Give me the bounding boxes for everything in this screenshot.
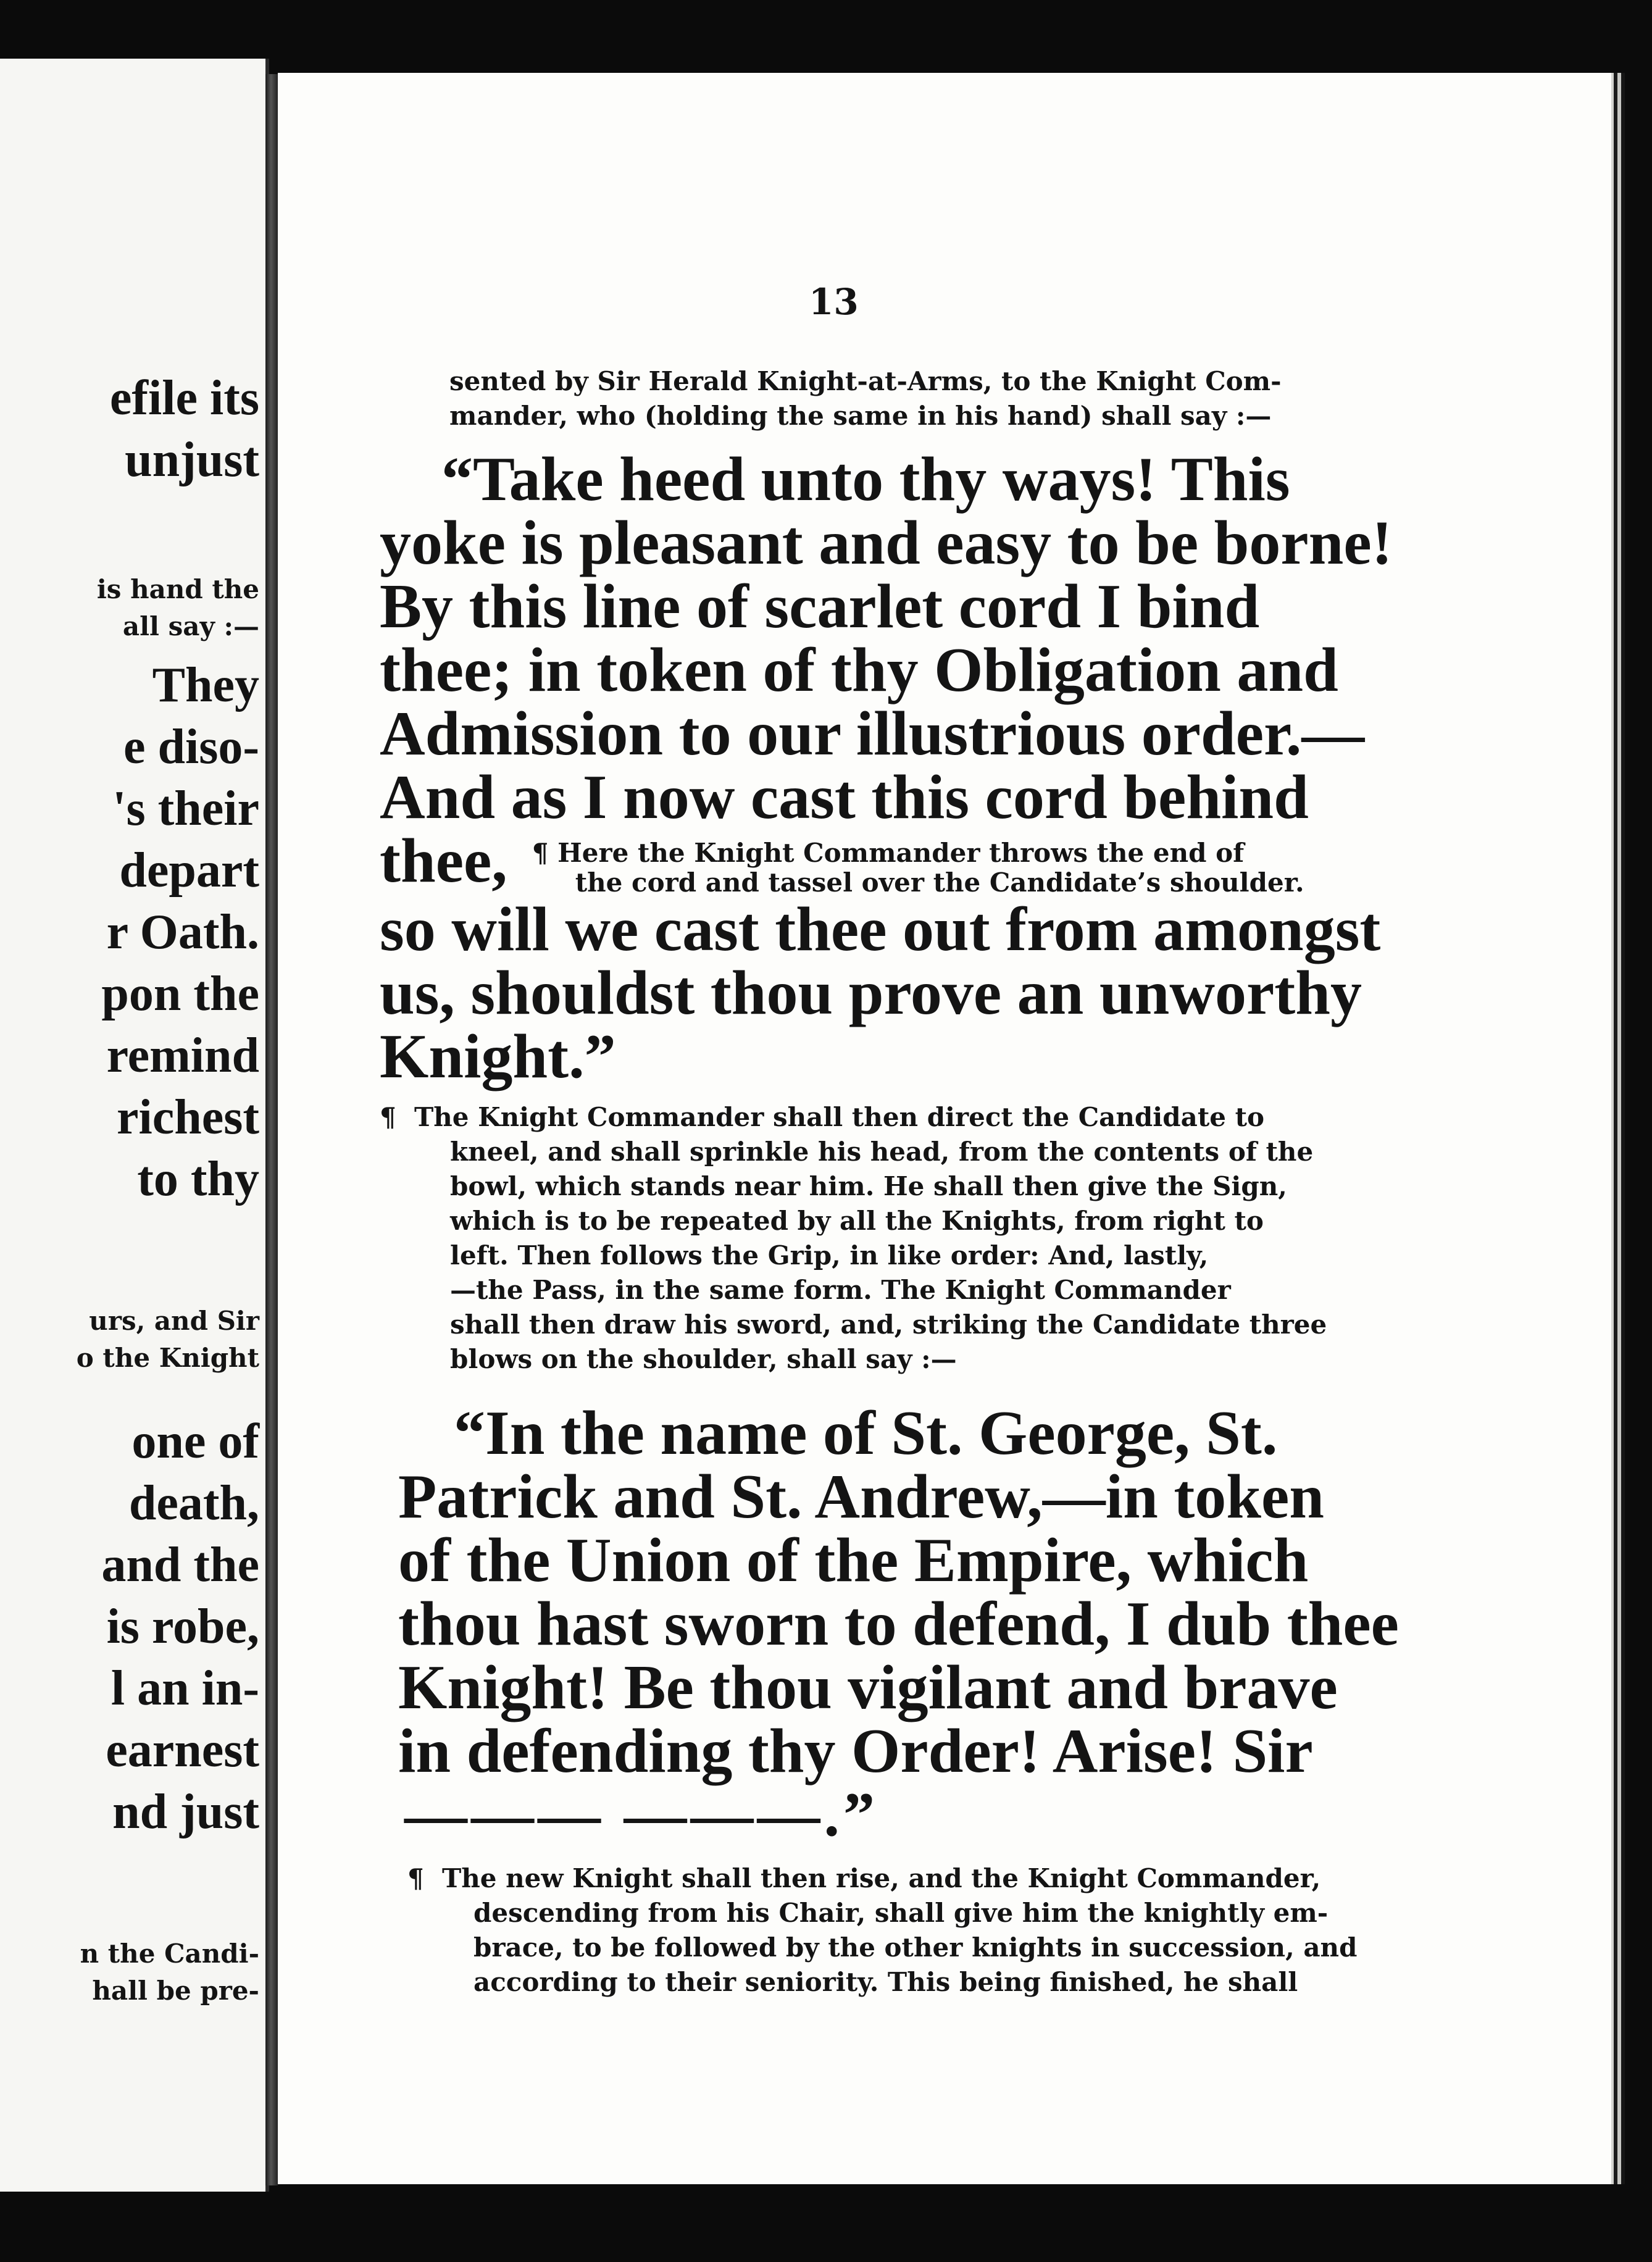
speech-line: Admission to our illustrious order.—: [380, 699, 1365, 769]
left-page-line: unjust: [125, 433, 259, 487]
page-number: 13: [809, 281, 859, 323]
speech-line: By this line of scarlet cord I bind: [380, 572, 1260, 641]
knight-speech-one: [380, 444, 1393, 1091]
left-page-line: e diso-: [123, 720, 259, 774]
left-page-line: pon the: [101, 967, 259, 1021]
left-page: [0, 59, 269, 2192]
rubric-line: descending from his Chair, shall give him the knightly em-: [473, 1898, 1329, 1928]
rubric-line: the cord and tassel over the Candidate’s shoulder.: [575, 867, 1304, 898]
pilcrow-mark: ¶: [407, 1863, 424, 1893]
left-page-line: efile its: [109, 371, 259, 425]
left-page-line: l an in-: [111, 1661, 259, 1716]
rubric-line: [380, 1100, 1318, 1135]
intro-line: mander, who (holding the same in his hand) shall say :—: [449, 401, 1272, 431]
left-page-line: n the Candi-: [80, 1939, 259, 1969]
left-page-line: remind: [106, 1029, 259, 1083]
rubric-line: kneel, and shall sprinkle his head, from the contents of the: [450, 1137, 1314, 1167]
intro-line: sented by Sir Herald Knight-at-Arms, to the Knight Com-: [449, 366, 1282, 396]
rubric-line: brace, to be followed by the other knights in succession, and: [473, 1932, 1358, 1963]
left-page-line: one of: [131, 1414, 259, 1469]
speech-line: “Take heed unto thy ways! This: [441, 444, 1290, 514]
rubric-paragraph: [380, 1861, 1358, 2000]
speech-line: in defending thy Order! Arise! Sir: [398, 1716, 1313, 1786]
left-page-line: all say :—: [122, 611, 259, 641]
left-page-line: death,: [128, 1476, 259, 1530]
left-page-line: to thy: [137, 1152, 259, 1206]
rubric-line: shall then draw his sword, and, striking the Candidate three: [450, 1309, 1327, 1340]
pilcrow-mark: ¶: [532, 838, 549, 868]
inline-rubric: [532, 838, 1304, 898]
rubric-text: The new Knight shall then rise, and the Knight Commander,: [441, 1863, 1321, 1893]
rubric-line: which is to be repeated by all the Knights, from right to: [450, 1206, 1264, 1236]
speech-line: so will we cast thee out from amongst: [380, 895, 1381, 964]
speech-line: of the Union of the Empire, which: [398, 1525, 1309, 1595]
left-page-line: 's their: [112, 782, 259, 836]
speech-word: thee,: [380, 826, 507, 896]
left-page-line: richest: [116, 1090, 259, 1145]
rubric-line: according to their seniority. This being finished, he shall: [473, 1967, 1298, 1997]
speech-line-with-rubric: [380, 826, 1318, 898]
speech-line: Knight.”: [380, 1022, 616, 1091]
intro-paragraph: [380, 364, 1318, 433]
pilcrow-mark: ¶: [380, 1102, 396, 1132]
speech-line: “In the name of St. George, St.: [454, 1398, 1278, 1468]
speech-closing-dashes: ——— ———.”: [404, 1780, 878, 1850]
left-page-line: depart: [119, 843, 259, 898]
left-page-line: r Oath.: [106, 905, 259, 959]
book-gutter: [265, 74, 278, 2185]
rubric-line: left. Then follows the Grip, in like order: And, lastly,: [450, 1240, 1209, 1271]
rubric-text: The Knight Commander shall then direct the Candidate to: [414, 1102, 1264, 1132]
speech-line: And as I now cast this cord behind: [380, 762, 1309, 832]
rubric-line: —the Pass, in the same form. The Knight Commander: [450, 1275, 1231, 1305]
left-page-line: earnest: [106, 1723, 259, 1777]
speech-line: Patrick and St. Andrew,—in token: [398, 1462, 1325, 1532]
knight-speech-two: [380, 1398, 1399, 1850]
rubric-line: bowl, which stands near him. He shall then give the Sign,: [450, 1171, 1287, 1201]
speech-line: Knight! Be thou vigilant and brave: [398, 1653, 1338, 1722]
left-page-line: is hand the: [96, 574, 259, 604]
left-page-line: is robe,: [106, 1600, 259, 1654]
left-page-line: o the Knight: [76, 1343, 259, 1373]
speech-line: thou hast sworn to defend, I dub thee: [398, 1589, 1399, 1659]
speech-line: yoke is pleasant and easy to be borne!: [380, 508, 1393, 578]
left-page-line: nd just: [112, 1785, 259, 1839]
left-page-line: hall be pre-: [92, 1976, 259, 2006]
left-page-line: urs, and Sir: [89, 1306, 259, 1336]
rubric-line: blows on the shoulder, shall say :—: [450, 1344, 957, 1374]
rubric-line: [380, 1861, 1321, 1896]
rubric-line: Here the Knight Commander throws the end of: [557, 838, 1245, 868]
speech-line: thee; in token of thy Obligation and: [380, 635, 1338, 705]
rubric-paragraph: [380, 1100, 1327, 1377]
speech-line: us, shouldst thou prove an unworthy: [380, 958, 1362, 1028]
left-page-line: and the: [101, 1538, 259, 1592]
left-page-line: They: [152, 658, 259, 712]
